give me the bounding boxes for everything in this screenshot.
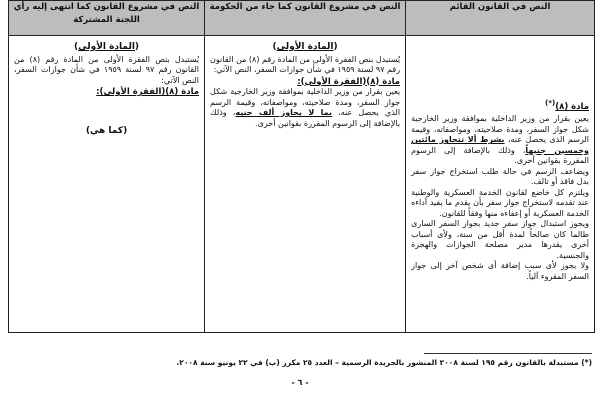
current-paragraph-2: ويضاعف الرسم في حالة طلب استخراج جواز سفر بدل فاقد أو تالف. xyxy=(411,166,589,187)
current-paragraph-3: ويلتزم كل خاضع لقانون الخدمة العسكرية والوطنية عند تقدمه لاستخراج جواز سفر بأن يقدم ما يفيد أداءه الخدمة العسكرية أو إعفاءه منها وفقاً للقانون. xyxy=(411,187,589,218)
current-amended-clause: بشرط ألا تتجاوز مائتين وخمسين جنيهاً xyxy=(411,135,589,155)
footnote: (*) مستبدلة بالقانون رقم ١٩٥ لسنة ٢٠٠٨ المنشور بالجريدة الرسمية – العدد ٢٥ مكرر (ب) في ٢٢ يونيو سنة ٢٠٠٨. xyxy=(176,358,592,367)
header-committee-draft: النص في مشروع القانون كما انتهى إليه رأي اللجنة المشتركة xyxy=(9,1,205,36)
committee-paragraph-1: يُستبدل بنص الفقرة الأولى من المادة رقم (٨) من القانون رقم ٩٧ لسنة ١٩٥٩ في شأن جوازات السفر، النص الآتي: xyxy=(14,54,200,85)
table-body-row xyxy=(9,36,595,333)
committee-article-subtitle: مادة (٨)(الفقرة الأولى): xyxy=(96,87,200,97)
table-header-row xyxy=(9,1,595,36)
cell-current-law xyxy=(406,36,595,333)
government-article-title: (المادة الأولى) xyxy=(272,42,338,52)
government-paragraph-1: يُستبدل بنص الفقرة الأولى من المادة رقم (٨) من القانون رقم ٩٧ لسنة ١٩٥٩ في شأن جوازات السفر، النص الآتي: xyxy=(210,54,401,74)
government-amended-clause: بما لا يجاوز ألف جنيه xyxy=(235,108,333,117)
committee-article-title: (المادة الأولى) xyxy=(73,42,140,52)
header-current-law: النص في القانون القائم xyxy=(406,1,595,36)
current-article-title: مادة (٨)(*) xyxy=(545,98,589,112)
header-government-draft: النص في مشروع القانون كما جاء من الحكومة xyxy=(205,1,406,36)
cell-government-draft xyxy=(205,36,406,333)
page-number: - ٦ - xyxy=(291,378,309,387)
government-paragraph-2: يعين بقرار من وزير الداخلية بموافقة وزير الخارجية شكل جواز السفر، ومدة صلاحيته، ومواصفاته، وقيمة الرسم الذي يحصل عنه، بما لا يجاوز ألف جنيه، وذلك بالإضافة إلى الرسوم المقررة بقوانين أخرى. xyxy=(210,87,401,128)
current-paragraph-5: ولا يجوز لأى سبب إضافة أى شخص آخر إلى جواز السفر المقروء آلياً. xyxy=(411,261,589,281)
cell-committee-draft xyxy=(9,36,205,333)
comparison-table xyxy=(8,0,595,333)
footnote-marker: (*) xyxy=(545,98,556,107)
government-article-subtitle: مادة (٨)(الفقرة الأولى): xyxy=(297,76,401,87)
current-paragraph-4: ويجوز استبدال جواز سفر جديد بجواز السفر السارى طالما كان صالحاً لمدة أقل من سنة، ولأى أسباب أخرى يقدرها مدير مصلحة الجوازات والهجرة والجنسية. xyxy=(411,219,589,260)
committee-as-is-note: (كما هي) xyxy=(85,125,128,136)
current-paragraph-1: يعين بقرار من وزير الداخلية بموافقة وزير الخارجية شكل جواز السفر، ومدة صلاحيته، ومواصفاته، وقيمة الرسم الذى يحصل عنه، بشرط ألا تتجاوز مائتين وخمسين جنيهاً، وذلك بالإضافة إلى الرسوم المقررة بقوانين أخرى. xyxy=(411,114,590,166)
footnote-divider xyxy=(424,353,592,354)
